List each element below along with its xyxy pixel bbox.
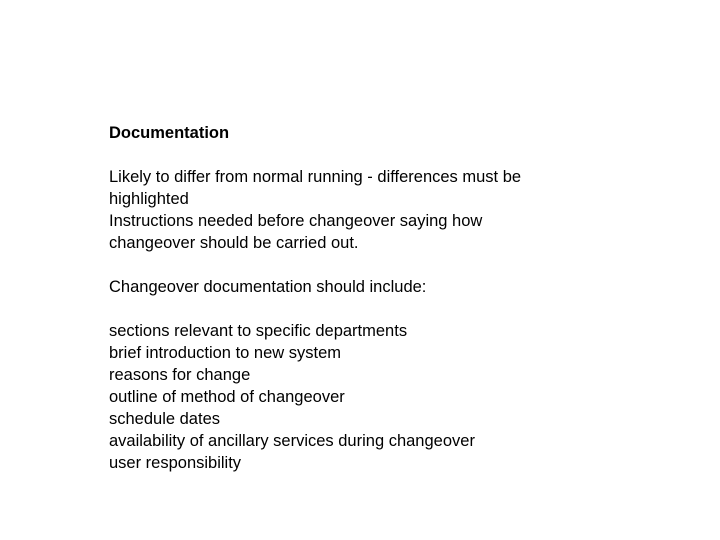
list-item: reasons for change bbox=[109, 366, 251, 384]
list-item: availability of ancillary services during changeover bbox=[109, 432, 475, 450]
slide-title: Documentation bbox=[109, 124, 230, 142]
slide-content bbox=[109, 122, 689, 474]
list-item: user responsibility bbox=[109, 454, 242, 472]
intro-line: Instructions needed before changeover saying how bbox=[109, 212, 483, 230]
intro-line: Likely to differ from normal running - differences must be bbox=[109, 168, 522, 186]
list-item: outline of method of changeover bbox=[109, 388, 345, 406]
intro-line: highlighted bbox=[109, 190, 189, 208]
list-item: schedule dates bbox=[109, 410, 220, 428]
list-item: brief introduction to new system bbox=[109, 344, 342, 362]
intro-line: changeover should be carried out. bbox=[109, 234, 359, 252]
spacer bbox=[109, 254, 689, 276]
spacer bbox=[109, 298, 689, 320]
include-heading: Changeover documentation should include: bbox=[109, 278, 427, 296]
list-item: sections relevant to specific departments bbox=[109, 322, 408, 340]
include-list bbox=[109, 320, 689, 474]
